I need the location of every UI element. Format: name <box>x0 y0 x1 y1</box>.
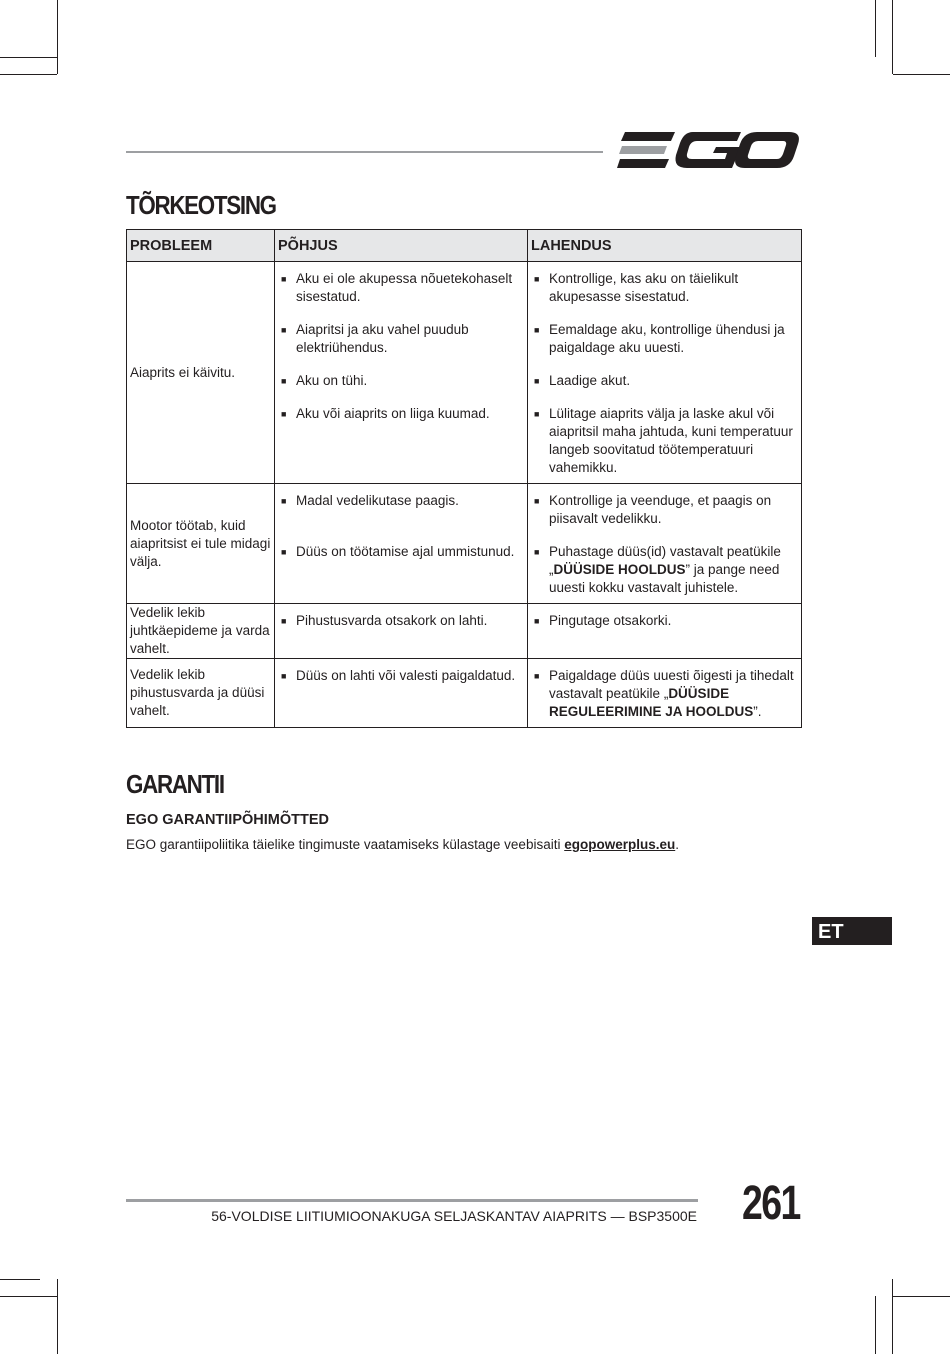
solution-text-part: Kontrollige, kas aku on täielikult akupesasse sisestatud. <box>549 271 739 304</box>
footer-rule <box>126 1199 698 1202</box>
cause-cell <box>275 659 528 728</box>
solution-text <box>549 612 671 630</box>
cause-item <box>275 612 527 630</box>
solution-text <box>549 405 797 477</box>
bullet-icon: ■ <box>281 671 287 681</box>
warranty-text-before: EGO garantiipoliitika täielike tingimuste vaatamiseks külastage veebisaiti <box>126 837 565 852</box>
crop-mark <box>0 1296 57 1297</box>
solution-text-bold: DÜÜSIDE HOOLDUS <box>553 562 686 577</box>
bullet-icon: ■ <box>534 325 540 335</box>
cause-item <box>275 405 527 477</box>
solution-item <box>528 543 801 597</box>
solution-text-part: ”. <box>753 704 762 719</box>
table-row <box>127 604 802 659</box>
solution-text <box>549 492 797 528</box>
bullet-icon: ■ <box>281 274 287 284</box>
crop-mark <box>57 1279 58 1354</box>
solution-text-part: ” ja pange need uuesti kokku vastavalt juhistele. <box>549 562 780 595</box>
solution-text-part: Kontrollige ja veenduge, et paagis on piisavalt vedelikku. <box>549 493 772 526</box>
cause-item <box>275 372 527 405</box>
crop-mark <box>0 74 57 75</box>
solution-item <box>528 492 801 543</box>
col-header-cause: PÕHJUS <box>275 230 528 262</box>
solution-text-part: Puhastage düüs(id) vastavalt peatükile „ <box>549 544 781 577</box>
solution-text <box>549 543 797 597</box>
solution-item <box>528 405 801 477</box>
cause-text: Düüs on lahti või valesti paigaldatud. <box>296 668 516 683</box>
bullet-icon: ■ <box>281 547 287 557</box>
cause-cell <box>275 262 528 484</box>
bullet-icon: ■ <box>534 409 540 419</box>
table-row <box>127 262 802 484</box>
problem-cell: Aiaprits ei käivitu. <box>127 262 275 484</box>
cause-item <box>275 543 527 597</box>
solution-cell <box>528 262 802 484</box>
cause-item <box>275 321 527 372</box>
header-rule <box>126 151 603 153</box>
troubleshooting-table <box>126 229 802 728</box>
bullet-icon: ■ <box>534 376 540 386</box>
warranty-link[interactable]: egopowerplus.eu <box>564 837 676 852</box>
bullet-icon: ■ <box>534 671 540 681</box>
table-row <box>127 484 802 604</box>
bullet-icon: ■ <box>534 547 540 557</box>
bullet-icon: ■ <box>534 274 540 284</box>
bullet-icon: ■ <box>281 409 287 419</box>
solution-cell <box>528 604 802 659</box>
cause-text: Pihustusvarda otsakork on lahti. <box>296 613 488 628</box>
language-tab: ET <box>812 917 892 945</box>
bullet-icon: ■ <box>281 496 287 506</box>
crop-mark <box>892 0 893 74</box>
bullet-icon: ■ <box>281 325 287 335</box>
cause-item <box>275 667 527 721</box>
table-row <box>127 659 802 728</box>
solution-item <box>528 372 801 405</box>
problem-cell: Vedelik lekib juhtkäepideme ja varda vahelt. <box>127 604 275 659</box>
solution-text-part: Paigaldage düüs uuesti õigesti ja tihedalt vastavalt peatükile „ <box>549 668 794 701</box>
solution-text-part: Eemaldage aku, kontrollige ühendusi ja paigaldage aku uuesti. <box>549 322 785 355</box>
cause-text: Aku on tühi. <box>296 373 368 388</box>
solution-text <box>549 667 797 721</box>
solution-item <box>528 270 801 321</box>
solution-text-part: Laadige akut. <box>549 373 631 388</box>
cause-text: Madal vedelikutase paagis. <box>296 493 459 508</box>
crop-mark <box>875 0 876 57</box>
page-number: 261 <box>742 1177 800 1230</box>
cause-cell <box>275 484 528 604</box>
crop-mark <box>892 1279 893 1354</box>
bullet-icon: ■ <box>281 376 287 386</box>
crop-mark <box>893 74 950 75</box>
table-header-row <box>127 230 802 262</box>
solution-text-part: Lülitage aiaprits välja ja laske akul või aiapritsil maha jahtuda, kuni temperatuur langeb soovitatud töötemperatuuri vahemikku. <box>549 406 793 475</box>
bullet-icon: ■ <box>281 616 287 626</box>
solution-text-part: Pingutage otsakorki. <box>549 613 672 628</box>
solution-cell <box>528 484 802 604</box>
cause-item <box>275 270 527 321</box>
cause-text: Aku või aiaprits on liiga kuumad. <box>296 406 490 421</box>
solution-item <box>528 612 801 630</box>
solution-text <box>549 270 797 306</box>
solution-cell <box>528 659 802 728</box>
warranty-text <box>126 837 679 852</box>
warranty-subtitle: EGO GARANTIIPÕHIMÕTTED <box>126 812 329 828</box>
col-header-solution: LAHENDUS <box>528 230 802 262</box>
crop-mark <box>893 1296 950 1297</box>
solution-item <box>528 321 801 372</box>
warranty-text-after: . <box>675 837 679 852</box>
warranty-title: GARANTII <box>126 769 224 799</box>
cause-text: Düüs on töötamise ajal ummistunud. <box>296 544 515 559</box>
bullet-icon: ■ <box>534 616 540 626</box>
problem-cell: Mootor töötab, kuid aiapritsist ei tule midagi välja. <box>127 484 275 604</box>
crop-mark <box>0 1279 40 1280</box>
bullet-icon: ■ <box>534 496 540 506</box>
ego-logo <box>617 128 799 172</box>
crop-mark <box>57 0 58 74</box>
cause-text: Aiapritsi ja aku vahel puudub elektriühendus. <box>296 322 469 355</box>
cause-item <box>275 492 527 543</box>
crop-mark <box>0 57 57 58</box>
problem-cell: Vedelik lekib pihustusvarda ja düüsi vahelt. <box>127 659 275 728</box>
solution-item <box>528 667 801 721</box>
table-body <box>127 262 802 728</box>
solution-text <box>549 372 630 390</box>
solution-text-bold: DÜÜSIDE REGULEERIMINE JA HOOLDUS <box>549 686 754 719</box>
cause-text: Aku ei ole akupessa nõuetekohaselt sisestatud. <box>296 271 513 304</box>
solution-text <box>549 321 797 357</box>
cause-cell <box>275 604 528 659</box>
footer-product-title: 56-VOLDISE LIITIUMIOONAKUGA SELJASKANTAV AIAPRITS — BSP3500E <box>211 1208 697 1224</box>
troubleshooting-title: TÕRKEOTSING <box>126 190 276 220</box>
crop-mark <box>875 1296 876 1354</box>
col-header-problem: PROBLEEM <box>127 230 275 262</box>
